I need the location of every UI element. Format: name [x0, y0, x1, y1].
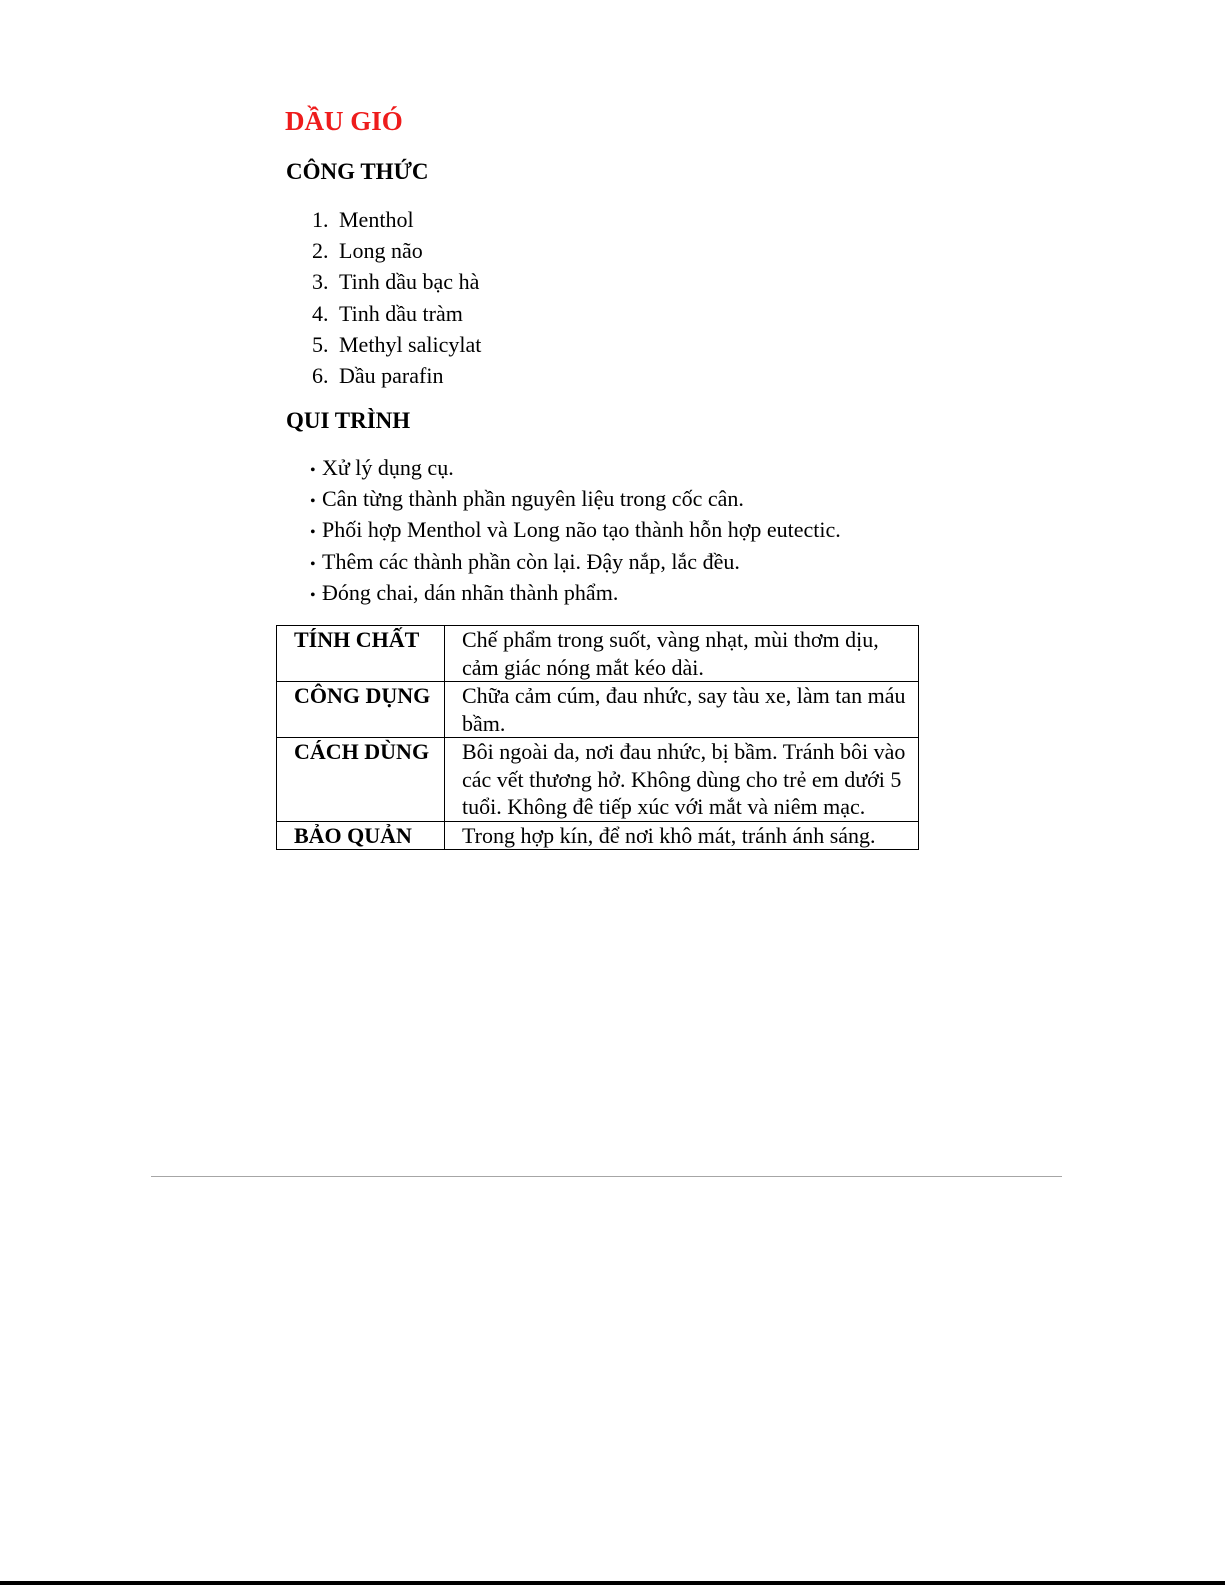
- row-value: Chế phẩm trong suốt, vàng nhạt, mùi thơm dịu, cảm giác nóng mắt kéo dài.: [445, 626, 919, 682]
- table-row: [277, 821, 919, 850]
- list-item: [312, 298, 481, 329]
- step-text: Thêm các thành phần còn lại. Đậy nắp, lắc đều.: [322, 548, 740, 574]
- row-value: Trong hợp kín, để nơi khô mát, tránh ánh sáng.: [445, 821, 919, 850]
- list-item: [312, 266, 481, 297]
- row-value: Chữa cảm cúm, đau nhức, say tàu xe, làm tan máu bầm.: [445, 682, 919, 738]
- list-item: [310, 514, 841, 545]
- properties-table: [276, 625, 919, 850]
- list-item: [310, 577, 841, 608]
- ingredient-list: [312, 204, 481, 391]
- bullet-icon: •: [310, 586, 316, 604]
- list-item: [312, 235, 481, 266]
- process-heading: QUI TRÌNH: [286, 408, 411, 433]
- item-text: Tinh dầu bạc hà: [339, 269, 480, 295]
- bullet-icon: •: [310, 555, 316, 573]
- row-value: Bôi ngoài da, nơi đau nhức, bị bầm. Tránh bôi vào các vết thương hở. Không dùng cho trẻ em dưới 5 tuổi. Không đê tiếp xúc với mắt và niêm mạc.: [445, 738, 919, 822]
- item-number: 4.: [312, 300, 329, 326]
- list-item: [310, 546, 841, 577]
- row-label: CÁCH DÙNG: [277, 738, 445, 822]
- item-text: Dầu parafin: [339, 362, 444, 388]
- table-row: [277, 682, 919, 738]
- step-text: Cân từng thành phần nguyên liệu trong cốc cân.: [322, 486, 744, 512]
- step-text: Phối hợp Menthol và Long não tạo thành hỗn hợp eutectic.: [322, 517, 841, 543]
- item-number: 6.: [312, 362, 329, 388]
- item-number: 2.: [312, 238, 329, 264]
- table-row: [277, 738, 919, 822]
- item-number: 5.: [312, 331, 329, 357]
- item-text: Long não: [339, 238, 423, 264]
- page-bottom-edge: [0, 1581, 1225, 1585]
- bullet-icon: •: [310, 462, 316, 479]
- list-item: [310, 483, 841, 514]
- item-number: 1.: [312, 207, 329, 232]
- list-item: [312, 329, 481, 360]
- row-label: BẢO QUẢN: [277, 821, 445, 850]
- list-item: [310, 452, 841, 483]
- table-row: [277, 626, 919, 682]
- item-text: Methyl salicylat: [339, 331, 482, 357]
- process-step-list: [310, 452, 841, 608]
- page-divider: [151, 1176, 1062, 1177]
- list-item: [312, 204, 481, 235]
- formula-heading: CÔNG THỨC: [286, 159, 429, 184]
- item-text: Tinh dầu tràm: [339, 300, 463, 326]
- bullet-icon: •: [310, 524, 316, 542]
- item-text: Menthol: [339, 207, 414, 232]
- step-text: Xử lý dụng cụ.: [322, 455, 454, 480]
- bullet-icon: •: [310, 493, 316, 511]
- list-item: [312, 360, 481, 391]
- row-label: TÍNH CHẤT: [277, 626, 445, 682]
- row-label: CÔNG DỤNG: [277, 682, 445, 738]
- step-text: Đóng chai, dán nhãn thành phẩm.: [322, 579, 619, 605]
- item-number: 3.: [312, 269, 329, 295]
- page-title: DẦU GIÓ: [285, 106, 403, 136]
